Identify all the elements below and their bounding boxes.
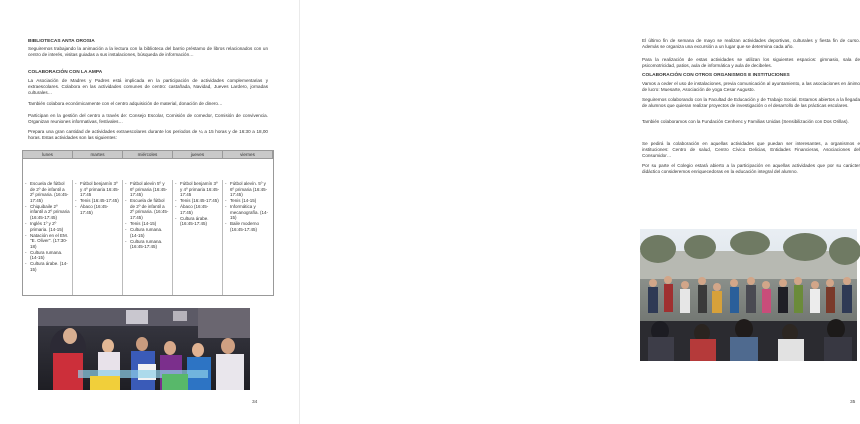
table-header-wednesday: miércoles bbox=[123, 151, 173, 159]
table-cell: - Fútbol alevín. 5º y 6º primaria (16:45-17:45) bbox=[225, 181, 271, 198]
institutions-paragraph-4: Se pedirá la colaboración en aquellas actividades que puedan ser interesantes, a organismos e instituciones: Centro de salud, Centro Cívico Delicias, Entidades Financieras, Asociaciones del Consumidor… bbox=[642, 141, 860, 158]
table-cell: - Natación en el EM. "E. Oliver". (17:30-18) bbox=[25, 233, 70, 250]
right-page bbox=[300, 0, 860, 424]
table-cell: - Ábaco (16:45-17:45) bbox=[175, 204, 220, 215]
library-heading: BIBLIOTECAS ANTA OROSIA bbox=[28, 39, 95, 44]
table-cell: - Fútbol benjamín 3º y 4º primaria 16:45-17:45 bbox=[75, 181, 120, 198]
table-header-monday: lunes bbox=[23, 151, 73, 159]
table-cell: - Cultura rumana. (14-15) bbox=[125, 227, 170, 238]
table-cell: - Ábaco (16:45-17:45) bbox=[75, 204, 120, 215]
playground-crowd-photo bbox=[640, 229, 857, 361]
spaces-paragraph: Para la realización de estas actividades se utilizan los siguientes espacios: gimnasio, sala de psicomotricidad, patios, aula de informática y aula de decibeles. bbox=[642, 57, 860, 68]
institutions-paragraph-2: Seguiremos colaborando con la Facultad de Educación y de Trabajo Social. Estamos abiertos a la llegada de alumnos que quieran realizar proyectos de investigación o el desarrollo de las prácticas escolares. bbox=[642, 97, 860, 108]
table-cell: - Inglés 1º y 2º primaria. (14-15) bbox=[25, 221, 70, 232]
playground-crowd-photo-image bbox=[640, 229, 857, 361]
table-cell: - Chiquibaile 2º infantil a 2º primaria (16:45-17:45) bbox=[25, 204, 70, 221]
ampa-paragraph-1: La Asociación de Madres y Padres está implicada en la participación de actividades complementarias y extraescolares. Colabora en las actividades comunes de centro: castañada, Navidad, Jueves Lardero, jornadas culturales… bbox=[28, 78, 268, 95]
institutions-paragraph-3: También colaboramos con la Fundación Cenhenc y Familias Unidas (Sensibilización con Dos Orillas). bbox=[642, 119, 849, 124]
table-cell: - Escuela de fútbol de 2º de infantil a 2º primaria. (16:45-17:45) bbox=[25, 181, 70, 203]
table-cell: - Fútbol benjamín 3º y 4º primaria 16:45-17:45 bbox=[175, 181, 220, 198]
institutions-paragraph-1: Vamos a ceder el uso de instalaciones, previa comunicación al ayuntamiento, a las asociaciones en ánimo de lucro: Muesarte, Asociación de yoga Cesar Augusto. bbox=[642, 81, 860, 92]
ampa-paragraph-4: Prepara una gran cantidad de actividades extraescolares durante los periodos de ¼ a 15 horas y de 16:30 a 18,00 horas. Estas actividades son las siguientes: bbox=[28, 129, 268, 140]
institutions-heading: COLABORACIÓN CON OTROS ORGANISMOS E INSTITUCIONES bbox=[642, 73, 790, 78]
table-cell: - Cultura árabe. (16:45-17:45) bbox=[175, 216, 220, 227]
table-cell: - Tenis (16:45-17:45) bbox=[175, 198, 220, 204]
table-cell: - Informática y mecanografía. (14-15) bbox=[225, 204, 271, 221]
library-paragraph: Seguiremos trabajando la animación a la lectura con la biblioteca del barrio préstamo de libros relacionados con un centro de interés, visitas guiadas a sus instalaciones, búsqueda de información… bbox=[28, 46, 268, 57]
table-cell: - Baile moderno (16:45-17:45) bbox=[225, 221, 271, 232]
children-activity-photo-image bbox=[38, 308, 250, 390]
table-column-monday bbox=[23, 180, 73, 295]
table-cell: - Cultura rumana. (16:45-17:45) bbox=[125, 239, 170, 250]
table-cell: - Cultura rumana. (14-15) bbox=[25, 250, 70, 261]
table-header-friday: viernes bbox=[223, 151, 273, 159]
end-of-year-paragraph: El último fin de semana de mayo se realizan actividades deportivas, culturales y fiesta fin de curso. Además se organiza una excursión a un lugar que se determina cada año. bbox=[642, 38, 860, 49]
activities-table bbox=[22, 150, 274, 296]
table-cell: - Tenis (14-15) bbox=[225, 198, 271, 204]
institutions-paragraph-5: Por su parte el Colegio estará abierto a la participación en aquellas actividades que por su carácter didáctico consideremos enriquecedoras en la educación integral del alumno. bbox=[642, 163, 860, 174]
ampa-paragraph-3: Participan en la gestión del centro a través de: Consejo Escolar, Comisión de comedor, Comisión de convivencia. Organizan reuniones informativas, festivales… bbox=[28, 113, 268, 124]
table-cell: - Fútbol alevín 5º y 6º primaria (16:45-17:45) bbox=[125, 181, 170, 198]
table-column-thursday bbox=[173, 180, 223, 295]
children-activity-photo bbox=[38, 308, 250, 390]
table-cell: - Escuela de fútbol de 2º de infantil a 2º primaria. (16:45-17:45) bbox=[125, 198, 170, 220]
page-number-right: 35 bbox=[850, 400, 856, 405]
table-column-wednesday bbox=[123, 180, 173, 295]
left-page bbox=[0, 0, 300, 424]
table-header-thursday: jueves bbox=[173, 151, 223, 159]
table-column-friday bbox=[223, 180, 273, 295]
table-header-tuesday: martes bbox=[73, 151, 123, 159]
table-cell: - Tenis (14-15) bbox=[125, 221, 170, 227]
ampa-heading: COLABORACIÓN CON LA AMPA bbox=[28, 70, 103, 75]
table-column-tuesday bbox=[73, 180, 123, 295]
ampa-paragraph-2: También colabora económicamente con el centro adquisición de material, donación de dinero… bbox=[28, 101, 223, 106]
table-cell: - Cultura árabe. (14-15) bbox=[25, 261, 70, 272]
table-cell: - Tenis (16:45-17:45) bbox=[75, 198, 120, 204]
page-number-left: 34 bbox=[252, 400, 258, 405]
